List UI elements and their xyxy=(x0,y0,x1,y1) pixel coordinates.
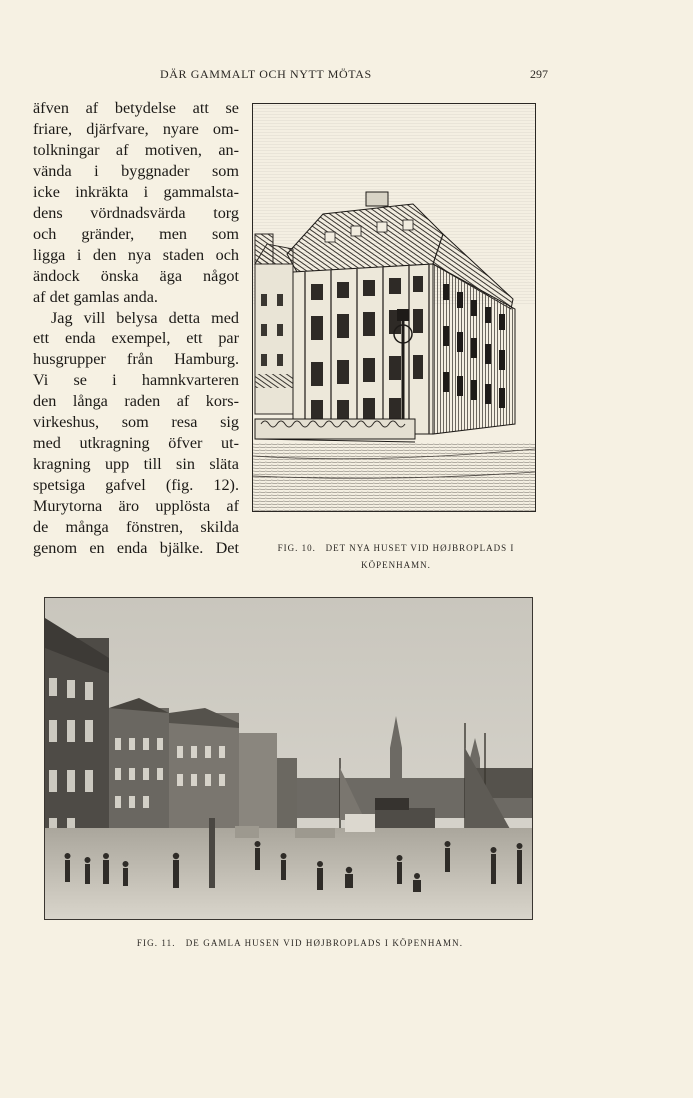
text-line: med utkragning öfver ut- xyxy=(33,434,239,453)
fig11-caption-text: DE GAMLA HUSEN VID HØJBROPLADS I KÖPENHAMN. xyxy=(185,938,464,948)
text-line: friare, djärfvare, nyare om- xyxy=(33,119,239,138)
text-line: de många fönstren, skilda xyxy=(33,518,239,537)
text-line: ett enda exempel, ett par xyxy=(33,329,239,348)
text-line: spetsiga gafvel (fig. 12). xyxy=(33,476,239,495)
text-line: ligga i den nya staden och xyxy=(33,245,239,264)
text-line: icke inkräkta i gammalsta- xyxy=(33,182,239,201)
fig11-label: FIG. 11. xyxy=(136,938,176,948)
text-line: ändock önska äga något xyxy=(33,266,239,285)
text-line: kragning upp till sin släta xyxy=(33,455,239,474)
text-line: genom en enda bjälke. Det xyxy=(33,539,239,558)
fig11-caption xyxy=(60,938,540,948)
fig10-caption-line2: KÖPENHAMN. xyxy=(361,560,431,570)
fig10-caption-line1: DET NYA HUSET VID HØJBROPLADS I xyxy=(325,543,515,553)
text-line: äfven af betydelse att se xyxy=(33,99,239,117)
text-line: och gränder, men som xyxy=(33,224,239,243)
running-head: DÄR GAMMALT OCH NYTT MÖTAS xyxy=(160,67,372,81)
text-line: virkeshus, som resa sig xyxy=(33,413,239,432)
text-line: vända i byggnader som xyxy=(33,161,239,180)
fig11-illustration xyxy=(44,597,533,920)
text-line: dens vördnadsvärda torg xyxy=(33,203,239,222)
text-line: Vi se i hamnkvarteren xyxy=(33,371,239,390)
text-line: Murytorna äro upplösta af xyxy=(33,497,239,516)
text-line: husgrupper från Hamburg. xyxy=(33,350,239,369)
page-number: 297 xyxy=(530,67,548,81)
text-line: tolkningar af motiven, an- xyxy=(33,140,239,159)
left-building xyxy=(255,234,293,414)
balustrade xyxy=(255,419,415,442)
text-line: den långa raden af kors- xyxy=(33,392,239,411)
body-text-column xyxy=(33,98,239,559)
text-line: Jag vill belysa detta med xyxy=(51,308,239,327)
fig10-illustration xyxy=(252,103,536,512)
text-line: af det gamlas anda. xyxy=(33,287,158,306)
fig10-caption xyxy=(250,540,542,574)
fig10-label: FIG. 10. xyxy=(277,543,316,553)
